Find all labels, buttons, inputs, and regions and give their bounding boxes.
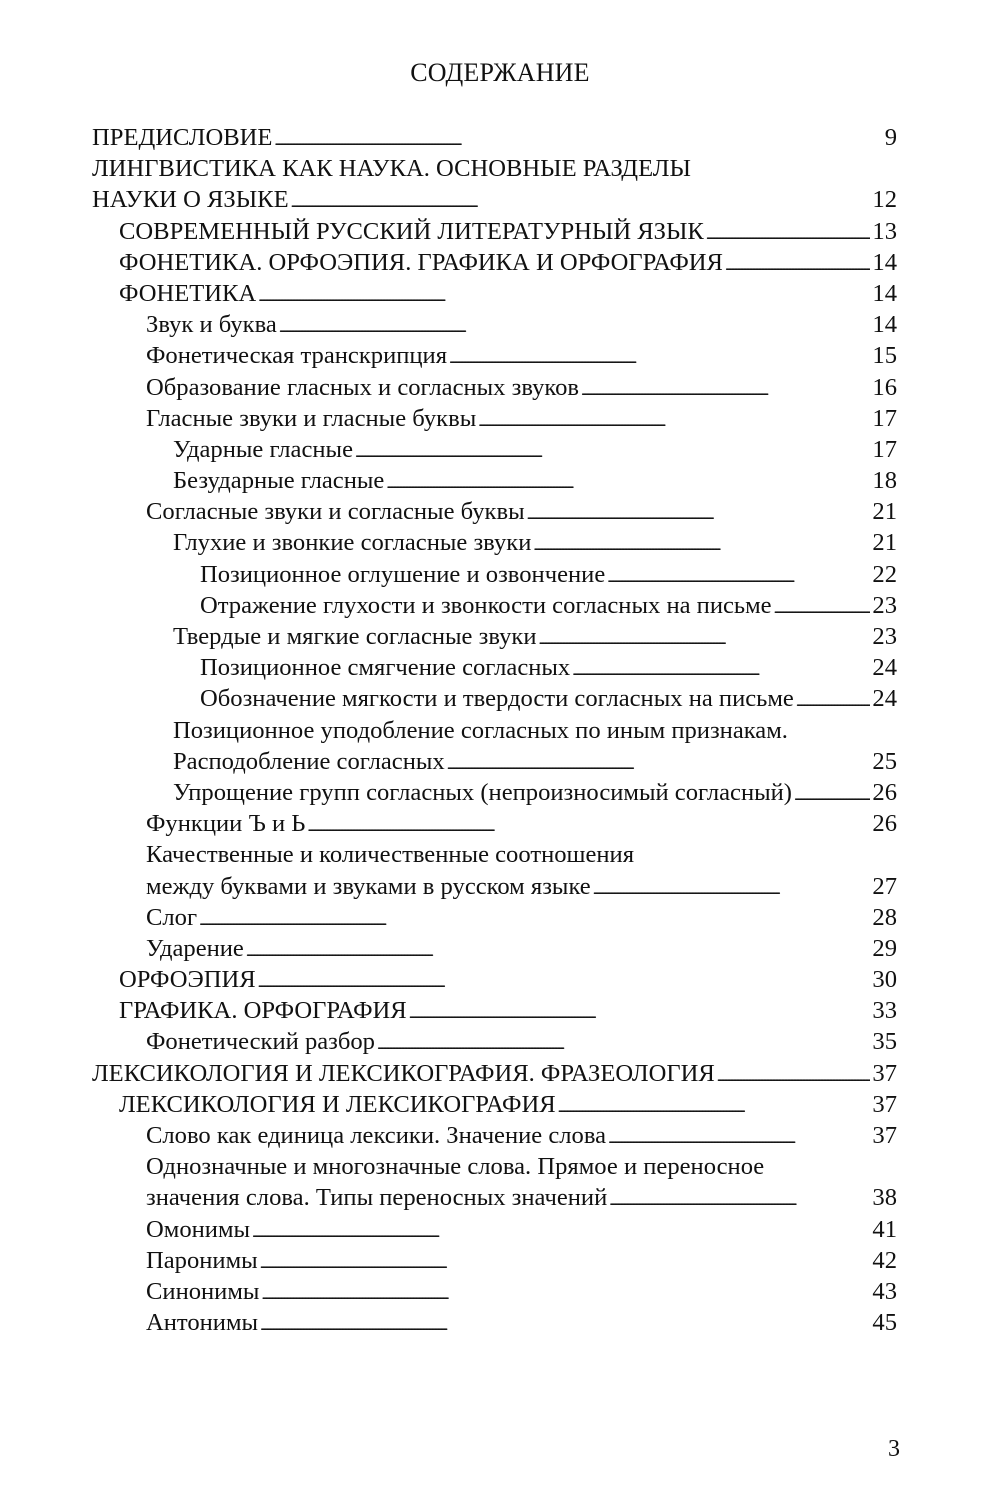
toc-entry-title: Слово как единица лексики. Значение слова [146, 1122, 607, 1149]
toc-entry-title: между буквами и звуками в русском языке [146, 872, 591, 900]
dot-leader [274, 122, 882, 157]
dot-leader [478, 403, 870, 438]
toc-entry [92, 621, 897, 652]
toc-entry-page: 13 [872, 217, 897, 245]
toc-entry [92, 1182, 897, 1213]
dot-leader [796, 683, 871, 718]
dot-leader [717, 1058, 871, 1093]
dot-leader [608, 1120, 870, 1155]
toc-entry-title: Омонимы [146, 1215, 251, 1243]
toc-entry [92, 309, 897, 340]
toc-entry-title: Фонетическая транскрипция [146, 342, 448, 370]
toc-entry [92, 590, 897, 621]
toc-entry [92, 839, 897, 870]
toc-entry-title: Функции Ъ и Ь [146, 810, 306, 838]
dot-leader [246, 933, 871, 968]
toc-entry-page: 24 [872, 685, 897, 713]
dot-leader [260, 1245, 871, 1280]
toc-entry-page: 26 [872, 778, 897, 806]
toc-entry-title: Расподобление согласных [173, 747, 445, 775]
toc-entry [92, 1026, 897, 1057]
toc-entry [92, 216, 897, 247]
toc-entry [92, 527, 897, 558]
dot-leader [607, 559, 870, 594]
toc-entry-title: ЛЕКСИКОЛОГИЯ И ЛЕКСИКОГРАФИЯ [119, 1090, 556, 1118]
dot-leader [774, 590, 871, 625]
toc-entry-page: 24 [872, 654, 897, 682]
toc-entry-title: Твердые и мягкие согласные звуки [173, 623, 537, 650]
toc-entry-page: 30 [872, 966, 897, 994]
toc-entry [92, 434, 897, 465]
toc-entry-page: 28 [872, 903, 897, 931]
toc-entry-page: 37 [872, 1122, 897, 1149]
toc-entry [92, 184, 897, 215]
toc-entry-page: 37 [872, 1090, 897, 1118]
toc-entry-title: ЛЕКСИКОЛОГИЯ И ЛЕКСИКОГРАФИЯ. ФРАЗЕОЛОГИЯ [92, 1059, 715, 1087]
toc-entry-title: Синонимы [146, 1277, 260, 1305]
toc-entry-title: Образование гласных и согласных звуков [146, 373, 580, 401]
dot-leader [449, 340, 870, 375]
toc-entry-title: Качественные и количественные соотношения [146, 841, 635, 869]
dot-leader [355, 434, 870, 469]
dot-leader [706, 216, 871, 251]
toc-entry-page: 21 [872, 529, 897, 557]
toc-entry [92, 933, 897, 964]
dot-leader [539, 621, 871, 656]
toc-entry-title: значения слова. Типы переносных значений [146, 1184, 608, 1212]
toc-entry [92, 808, 897, 839]
toc-entry-page: 14 [872, 311, 897, 339]
toc-entry [92, 902, 897, 933]
toc-entry-page: 9 [884, 124, 897, 151]
toc-entry-title: СОВРЕМЕННЫЙ РУССКИЙ ЛИТЕРАТУРНЫЙ ЯЗЫК [119, 217, 704, 245]
toc-entry [92, 964, 897, 995]
toc-entry-title: Обозначение мягкости и твердости согласных на письме [200, 685, 794, 713]
dot-leader [593, 871, 871, 906]
toc-entry-title: Упрощение групп согласных (непроизносимый согласный) [173, 778, 792, 806]
toc-entry-page: 35 [872, 1028, 897, 1056]
toc-entry [92, 1089, 897, 1120]
toc-entry [92, 871, 897, 902]
toc-entry-title: Ударение [146, 934, 244, 962]
toc-entry-page: 12 [872, 186, 897, 214]
toc-entry-title: Отражение глухости и звонкости согласных на письме [200, 591, 772, 619]
dot-leader [527, 496, 871, 531]
dot-leader [386, 465, 870, 500]
toc-entry-page: 38 [872, 1184, 897, 1212]
toc-entry [92, 683, 897, 714]
toc-entry [92, 1245, 897, 1276]
toc-entry-title: Однозначные и многозначные слова. Прямое и переносное [146, 1153, 765, 1181]
toc-entry [92, 372, 897, 403]
toc-entry-title: Слог [146, 903, 198, 931]
toc-entry [92, 1214, 897, 1245]
toc-entry-title: Ударные гласные [173, 435, 353, 463]
toc-entry-title: Паронимы [146, 1246, 258, 1274]
dot-leader [258, 278, 870, 313]
toc-entry [92, 340, 897, 371]
dot-leader [252, 1214, 870, 1249]
dot-leader [581, 372, 870, 407]
toc-entry-page: 18 [872, 467, 897, 495]
toc-entry-title: ГРАФИКА. ОРФОГРАФИЯ [119, 997, 407, 1025]
toc-entry [92, 1151, 897, 1182]
toc-entry-page: 14 [872, 248, 897, 276]
dot-leader [199, 902, 870, 937]
toc-entry-title: НАУКИ О ЯЗЫКЕ [92, 186, 289, 214]
dot-leader [725, 247, 870, 282]
toc-entry-page: 23 [872, 591, 897, 619]
toc-entry-page: 21 [872, 498, 897, 526]
toc-entry [92, 122, 897, 153]
toc-entry-page: 33 [872, 997, 897, 1025]
toc-entry-page: 27 [872, 872, 897, 900]
page-number: 3 [888, 1436, 900, 1462]
toc-entry-page: 15 [872, 342, 897, 370]
dot-leader [609, 1182, 870, 1217]
toc-entry-title: Позиционное смягчение согласных [200, 654, 571, 682]
toc-entry-page: 22 [872, 560, 897, 588]
toc-entry [92, 153, 897, 184]
toc-entry-title: ПРЕДИСЛОВИЕ [92, 124, 273, 151]
toc-entry-title: ФОНЕТИКА. ОРФОЭПИЯ. ГРАФИКА И ОРФОГРАФИЯ [119, 248, 723, 276]
toc-entry [92, 715, 897, 746]
toc-entry-page: 17 [872, 435, 897, 463]
toc-entry [92, 403, 897, 434]
toc-entry-title: ФОНЕТИКА [119, 279, 257, 307]
dot-leader [558, 1089, 871, 1124]
toc-entry [92, 777, 897, 808]
toc-entry [92, 1058, 897, 1089]
toc-entry [92, 1307, 897, 1338]
dot-leader [258, 964, 871, 999]
toc-entry-title: ОРФОЭПИЯ [119, 966, 256, 994]
toc-entry [92, 465, 897, 496]
dot-leader [409, 995, 871, 1030]
toc-entry-page: 25 [872, 747, 897, 775]
toc-entry [92, 278, 897, 309]
dot-leader [307, 808, 870, 843]
toc-entry-page: 26 [872, 810, 897, 838]
toc-entry-page: 14 [872, 279, 897, 307]
dot-leader [533, 527, 870, 562]
toc-entry [92, 1276, 897, 1307]
toc-entry-page: 37 [872, 1059, 897, 1087]
toc-entry-page: 45 [872, 1309, 897, 1337]
dot-leader [261, 1276, 870, 1311]
dot-leader [377, 1026, 870, 1061]
dot-leader [291, 184, 871, 219]
toc-entry-page: 42 [872, 1246, 897, 1274]
toc-entry-title: Фонетический разбор [146, 1028, 375, 1056]
table-of-contents [92, 122, 897, 1338]
toc-entry-title: Звук и буква [146, 311, 277, 339]
toc-entry [92, 746, 897, 777]
dot-leader [447, 746, 871, 781]
toc-entry-page: 43 [872, 1277, 897, 1305]
toc-entry-title: Антонимы [146, 1309, 259, 1337]
toc-entry-title: Гласные звуки и гласные буквы [146, 404, 477, 432]
toc-entry-title: ЛИНГВИСТИКА КАК НАУКА. ОСНОВНЫЕ РАЗДЕЛЫ [92, 155, 691, 183]
toc-entry-title: Глухие и звонкие согласные звуки [173, 529, 532, 557]
toc-entry-page: 16 [872, 373, 897, 401]
toc-entry-page: 23 [872, 623, 897, 650]
toc-entry-title: Позиционное оглушение и озвончение [200, 560, 606, 588]
toc-entry [92, 247, 897, 278]
toc-entry-page: 29 [872, 934, 897, 962]
toc-entry-title: Безударные гласные [173, 467, 385, 495]
toc-entry [92, 1120, 897, 1151]
toc-entry [92, 559, 897, 590]
dot-leader [279, 309, 871, 344]
toc-entry [92, 496, 897, 527]
toc-entry [92, 995, 897, 1026]
toc-entry-page: 17 [872, 404, 897, 432]
dot-leader [260, 1307, 870, 1342]
dot-leader [794, 777, 870, 812]
dot-leader [572, 652, 870, 687]
toc-entry-page: 41 [872, 1215, 897, 1243]
toc-entry-title: Позиционное уподобление согласных по иным признакам. [173, 716, 788, 744]
toc-entry [92, 652, 897, 683]
page-title: СОДЕРЖАНИЕ [410, 58, 590, 87]
toc-entry-title: Согласные звуки и согласные буквы [146, 498, 525, 526]
